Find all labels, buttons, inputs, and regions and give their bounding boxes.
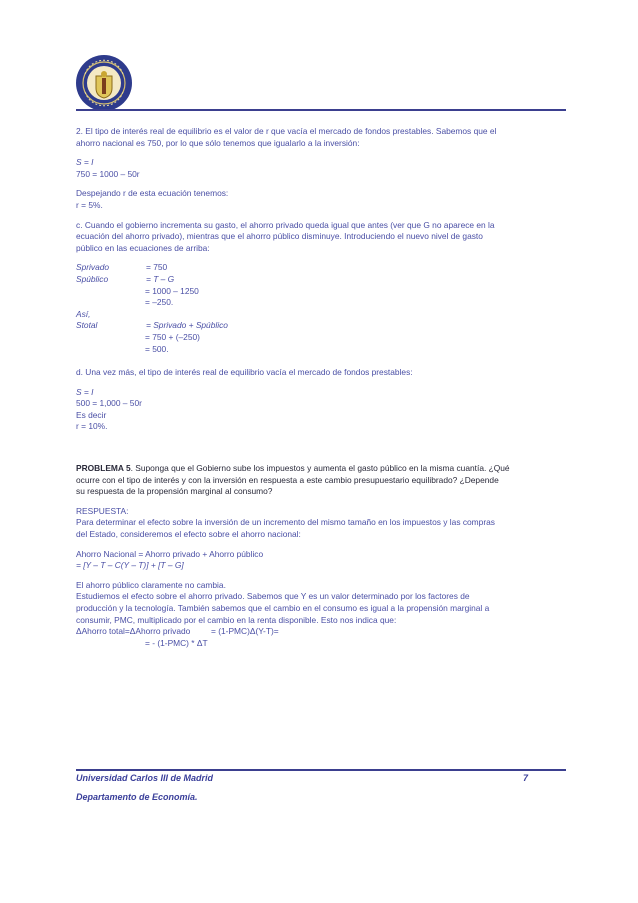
pc-line3: público en las ecuaciones de arriba: <box>76 242 210 253</box>
sprivado-label: Sprivado <box>76 262 110 273</box>
document-body <box>76 126 568 649</box>
delta-ahorro-row <box>76 626 568 638</box>
stotal-value-3: = 500. <box>145 343 169 354</box>
p2-eq1: S = I <box>76 157 94 168</box>
p2-line2: ahorro nacional es 750, por lo que sólo tenemos que igualarlo a la inversión: <box>76 137 360 148</box>
respuesta-line1: Para determinar el efecto sobre la inversión de un incremento del mismo tamaño en los impuestos y las compras <box>76 517 495 528</box>
respuesta-line2: del Estado, consideremos el efecto sobre el ahorro nacional: <box>76 529 301 540</box>
sprivado-row <box>76 262 568 274</box>
page-number: 7 <box>522 773 528 783</box>
pd-line1: d. Una vez más, el tipo de interés real de equilibrio vacía el mercado de fondos prestables: <box>76 367 413 378</box>
problema5-line1 <box>76 463 568 475</box>
problema5-line3: su respuesta de la propensión marginal al consumo? <box>76 486 273 497</box>
problema5-line1-text: . Suponga que el Gobierno sube los impuestos y aumenta el gasto público en la misma cuantía. ¿Qué <box>130 463 510 474</box>
page-footer <box>76 772 566 802</box>
delta-ahorro-value-2: = - (1-PMC) * ΔT <box>145 637 208 648</box>
spublico-value: = T – G <box>146 273 175 284</box>
stotal-value-2: = 750 + (–250) <box>145 331 200 342</box>
problema5-title: PROBLEMA 5 <box>76 463 131 474</box>
delta-ahorro-label: ΔAhorro total=ΔAhorro privado <box>76 626 191 637</box>
p2-despejando: Despejando r de esta ecuación tenemos: <box>76 188 229 199</box>
respuesta-l2: Estudiemos el efecto sobre el ahorro privado. Sabemos que Y es un valor determinado por los factores de <box>76 591 470 602</box>
spublico-value-3: = –250. <box>145 297 174 308</box>
respuesta-l1: El ahorro público claramente no cambia. <box>76 579 226 590</box>
footer-rule <box>76 769 566 771</box>
pd-eq1: S = I <box>76 386 94 397</box>
pc-line2: ecuación del ahorro privado), mientras que el ahorro público disminuye. Introduciendo el nuevo nivel de gasto <box>76 231 483 242</box>
delta-ahorro-value: = (1-PMC)Δ(Y-T)= <box>211 626 279 637</box>
header-rule <box>76 109 566 111</box>
asi-label: Así, <box>76 308 91 319</box>
respuesta-heading: RESPUESTA: <box>76 505 129 516</box>
spublico-label: Spúblico <box>76 273 109 284</box>
spublico-row <box>76 274 568 286</box>
pd-eq2: 500 = 1,000 – 50r <box>76 398 142 409</box>
p2-line1: 2. El tipo de interés real de equilibrio es el valor de r que vacía el mercado de fondos prestables. Sabemos que el <box>76 126 497 136</box>
stotal-value: = Sprivado + Spúblico <box>146 320 228 331</box>
sprivado-value: = 750 <box>146 262 168 273</box>
university-seal-icon <box>75 54 133 112</box>
stotal-row <box>76 320 568 332</box>
pc-line1: c. Cuando el gobierno incrementa su gasto, el ahorro privado queda igual que antes (ver que G no aparece en la <box>76 219 495 230</box>
stotal-label: Stotal <box>76 320 98 331</box>
pd-result: r = 10%. <box>76 421 108 432</box>
p2-eq2: 750 = 1000 – 50r <box>76 168 140 179</box>
spublico-value-2: = 1000 – 1250 <box>145 285 199 296</box>
respuesta-l4: consumir, PMC, multiplicado por el cambio en la renta disponible. Esto nos indica que: <box>76 614 397 625</box>
footer-university: Universidad Carlos III de Madrid <box>76 773 214 783</box>
respuesta-l3: producción y la tecnología. También sabemos que el cambio en el consumo es igual a la propensión marginal a <box>76 603 490 613</box>
pd-es-decir: Es decir <box>76 409 107 420</box>
ahorro-nacional-eq2: = [Y – T – C(Y – T)] + [T – G] <box>76 560 184 571</box>
footer-department: Departamento de Economía. <box>76 792 198 802</box>
problema5-line2: ocurre con el tipo de interés y con la inversión en respuesta a este cambio presupuestario equilibrado? ¿Depende <box>76 474 499 485</box>
p2-result: r = 5%. <box>76 199 103 210</box>
ahorro-nacional-eq1: Ahorro Nacional = Ahorro privado + Ahorro público <box>76 548 264 559</box>
